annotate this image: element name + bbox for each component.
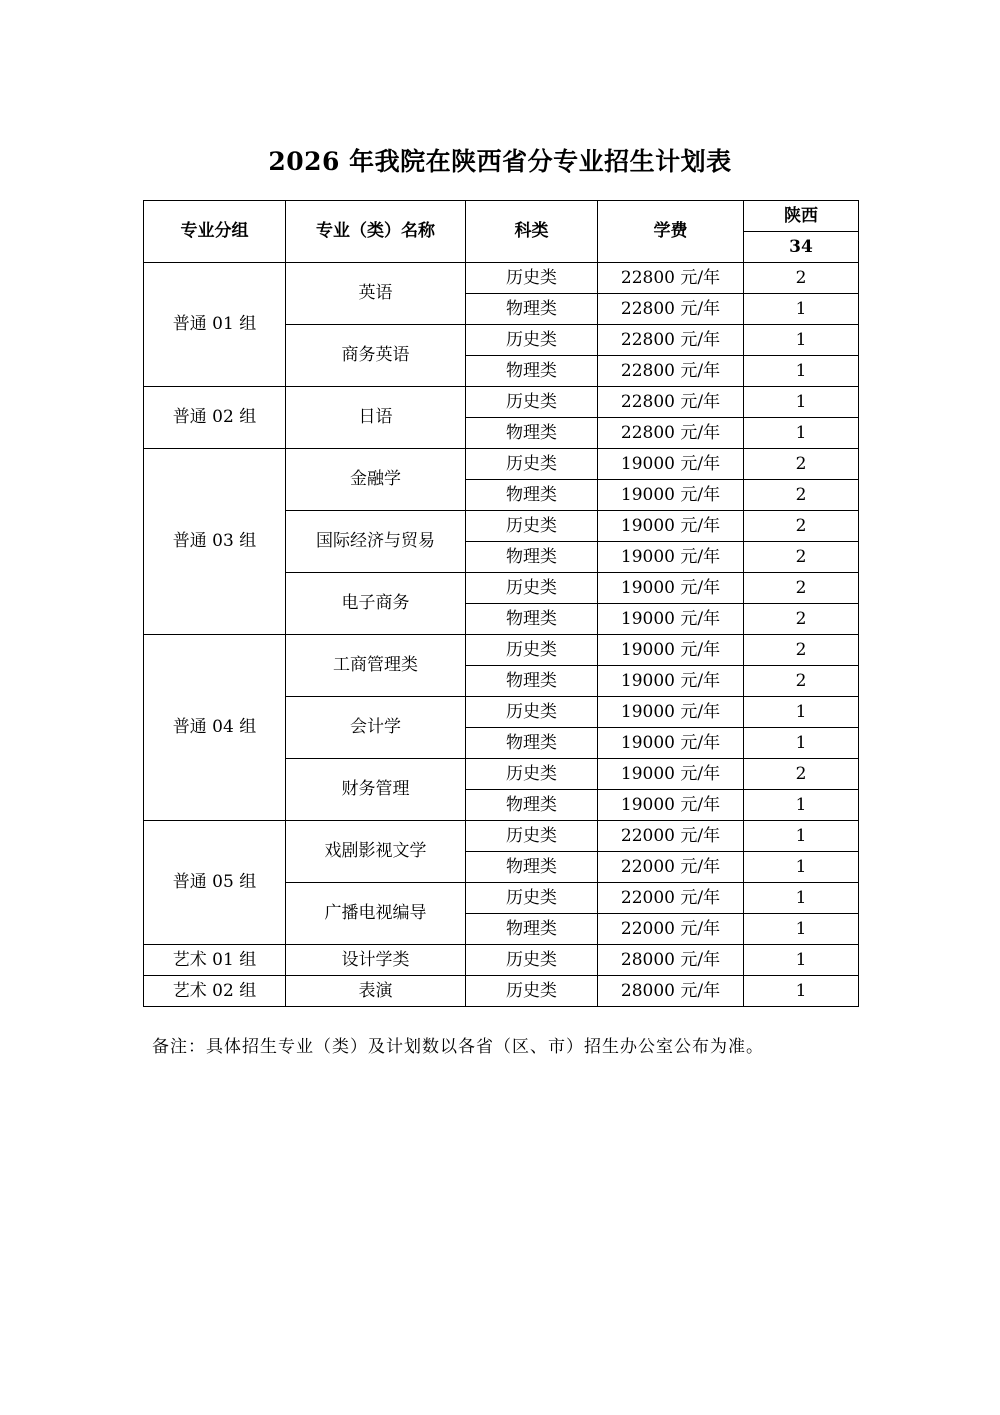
subject-cell: 历史类 (466, 511, 598, 542)
major-cell: 财务管理 (286, 759, 466, 821)
major-cell: 工商管理类 (286, 635, 466, 697)
subject-cell: 历史类 (466, 573, 598, 604)
count-cell: 2 (744, 759, 859, 790)
subject-cell: 历史类 (466, 883, 598, 914)
subject-cell: 物理类 (466, 728, 598, 759)
fee-cell: 22000 元/年 (598, 914, 744, 945)
fee-cell: 28000 元/年 (598, 976, 744, 1007)
fee-cell: 19000 元/年 (598, 542, 744, 573)
count-cell: 1 (744, 914, 859, 945)
subject-cell: 物理类 (466, 914, 598, 945)
major-cell: 广播电视编导 (286, 883, 466, 945)
fee-cell: 19000 元/年 (598, 604, 744, 635)
table-row (144, 635, 859, 666)
table-header-row (144, 201, 859, 232)
header-province: 陕西 (744, 201, 859, 232)
fee-cell: 19000 元/年 (598, 759, 744, 790)
subject-cell: 物理类 (466, 356, 598, 387)
subject-cell: 物理类 (466, 294, 598, 325)
group-cell: 艺术 02 组 (144, 976, 286, 1007)
major-cell: 日语 (286, 387, 466, 449)
subject-cell: 历史类 (466, 697, 598, 728)
fee-cell: 22000 元/年 (598, 821, 744, 852)
count-cell: 2 (744, 511, 859, 542)
major-cell: 英语 (286, 263, 466, 325)
table-row (144, 449, 859, 480)
header-group: 专业分组 (144, 201, 286, 263)
group-cell: 普通 01 组 (144, 263, 286, 387)
subject-cell: 历史类 (466, 263, 598, 294)
header-subject: 科类 (466, 201, 598, 263)
subject-cell: 历史类 (466, 387, 598, 418)
header-fee: 学费 (598, 201, 744, 263)
fee-cell: 19000 元/年 (598, 573, 744, 604)
count-cell: 1 (744, 294, 859, 325)
count-cell: 1 (744, 356, 859, 387)
table-row (144, 976, 859, 1007)
table-row (144, 263, 859, 294)
group-cell: 普通 02 组 (144, 387, 286, 449)
fee-cell: 22800 元/年 (598, 418, 744, 449)
subject-cell: 历史类 (466, 821, 598, 852)
count-cell: 2 (744, 573, 859, 604)
major-cell: 商务英语 (286, 325, 466, 387)
fee-cell: 19000 元/年 (598, 790, 744, 821)
fee-cell: 19000 元/年 (598, 449, 744, 480)
count-cell: 2 (744, 542, 859, 573)
fee-cell: 22000 元/年 (598, 883, 744, 914)
count-cell: 2 (744, 449, 859, 480)
subject-cell: 历史类 (466, 945, 598, 976)
major-cell: 会计学 (286, 697, 466, 759)
count-cell: 2 (744, 666, 859, 697)
header-major: 专业（类）名称 (286, 201, 466, 263)
page-title: 2026 年我院在陕西省分专业招生计划表 (268, 147, 732, 176)
subject-cell: 历史类 (466, 635, 598, 666)
subject-cell: 物理类 (466, 790, 598, 821)
group-cell: 艺术 01 组 (144, 945, 286, 976)
subject-cell: 历史类 (466, 325, 598, 356)
header-province-total: 34 (744, 232, 859, 263)
count-cell: 2 (744, 604, 859, 635)
enrollment-plan-table (143, 200, 859, 1007)
count-cell: 1 (744, 821, 859, 852)
fee-cell: 22800 元/年 (598, 263, 744, 294)
subject-cell: 物理类 (466, 666, 598, 697)
count-cell: 1 (744, 325, 859, 356)
count-cell: 2 (744, 263, 859, 294)
count-cell: 2 (744, 480, 859, 511)
major-cell: 国际经济与贸易 (286, 511, 466, 573)
major-cell: 设计学类 (286, 945, 466, 976)
major-cell: 戏剧影视文学 (286, 821, 466, 883)
subject-cell: 历史类 (466, 759, 598, 790)
group-cell: 普通 05 组 (144, 821, 286, 945)
subject-cell: 历史类 (466, 449, 598, 480)
footnote: 备注：具体招生专业（类）及计划数以各省（区、市）招生办公室公布为准。 (152, 1037, 764, 1057)
count-cell: 1 (744, 945, 859, 976)
count-cell: 1 (744, 852, 859, 883)
group-cell: 普通 03 组 (144, 449, 286, 635)
fee-cell: 19000 元/年 (598, 511, 744, 542)
fee-cell: 22800 元/年 (598, 294, 744, 325)
fee-cell: 19000 元/年 (598, 635, 744, 666)
count-cell: 1 (744, 883, 859, 914)
major-cell: 电子商务 (286, 573, 466, 635)
major-cell: 金融学 (286, 449, 466, 511)
count-cell: 1 (744, 387, 859, 418)
fee-cell: 22800 元/年 (598, 387, 744, 418)
count-cell: 2 (744, 635, 859, 666)
table-row (144, 945, 859, 976)
fee-cell: 19000 元/年 (598, 480, 744, 511)
count-cell: 1 (744, 728, 859, 759)
major-cell: 表演 (286, 976, 466, 1007)
subject-cell: 物理类 (466, 418, 598, 449)
table-row (144, 821, 859, 852)
subject-cell: 物理类 (466, 480, 598, 511)
subject-cell: 历史类 (466, 976, 598, 1007)
fee-cell: 19000 元/年 (598, 728, 744, 759)
fee-cell: 19000 元/年 (598, 697, 744, 728)
subject-cell: 物理类 (466, 604, 598, 635)
count-cell: 1 (744, 697, 859, 728)
subject-cell: 物理类 (466, 852, 598, 883)
group-cell: 普通 04 组 (144, 635, 286, 821)
fee-cell: 22000 元/年 (598, 852, 744, 883)
fee-cell: 22800 元/年 (598, 325, 744, 356)
count-cell: 1 (744, 790, 859, 821)
fee-cell: 22800 元/年 (598, 356, 744, 387)
fee-cell: 28000 元/年 (598, 945, 744, 976)
fee-cell: 19000 元/年 (598, 666, 744, 697)
table-row (144, 387, 859, 418)
count-cell: 1 (744, 418, 859, 449)
subject-cell: 物理类 (466, 542, 598, 573)
count-cell: 1 (744, 976, 859, 1007)
